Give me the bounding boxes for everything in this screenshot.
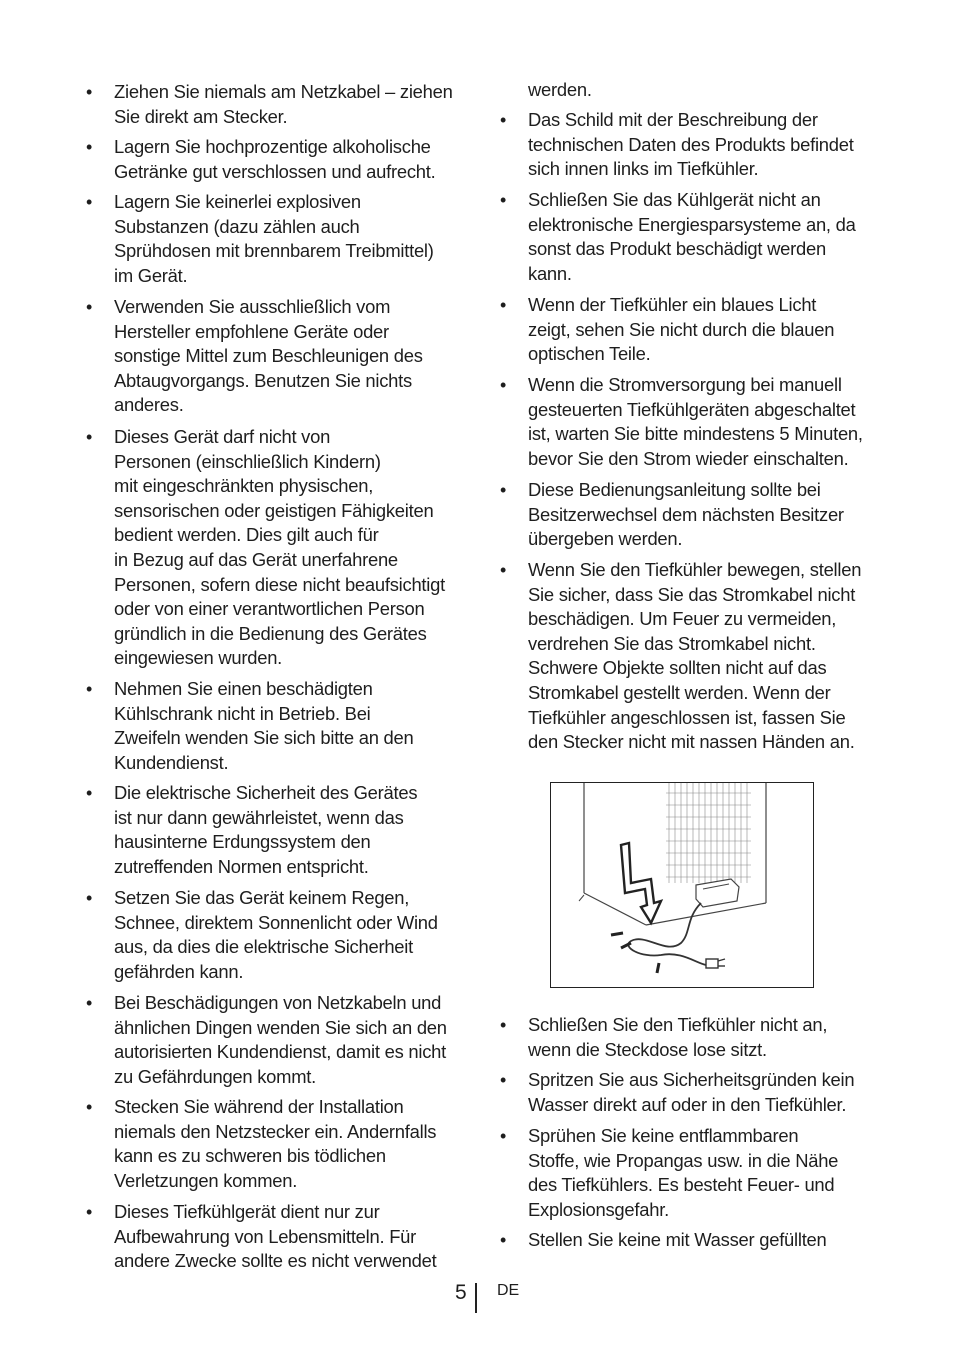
bullet: • [86, 82, 93, 102]
bullet: • [86, 137, 93, 157]
freezer-back-drawing [551, 783, 813, 987]
list-item: • Schließen Sie das Kühlgerät nicht an elektronische Energiesparsysteme an, da sonst das Produkt beschädigt werden kann. [500, 189, 856, 284]
list-item: • Wenn Sie den Tiefkühler bewegen, stellen Sie sicher, dass Sie das Stromkabel nicht beschädigen. Um Feuer zu vermeiden, verdrehen Sie das Stromkabel nicht. Schwere Objekte sollten nicht auf das Stromkabel gestellt werden. Wenn der Tiefkühler angeschlossen ist, fassen Sie den Stecker nicht mit nassen Händen an. [500, 559, 862, 753]
bullet: • [500, 1126, 507, 1146]
bullet: • [500, 560, 507, 580]
bullet: • [500, 375, 507, 395]
bullet: • [86, 427, 93, 447]
list-item: • Wenn die Stromversorgung bei manuell gesteuerten Tiefkühlgeräten abgeschaltet ist, warten Sie bitte mindestens 5 Minuten, bevor Sie den Strom wieder einschalten. [500, 374, 863, 469]
bullet: • [500, 1070, 507, 1090]
page-number: 5 [455, 1281, 467, 1304]
list-item: • Die elektrische Sicherheit des Gerätes ist nur dann gewährleistet, wenn das hausinterne Erdungssystem den zutreffenden Normen entspricht. [86, 782, 418, 877]
bullet: • [86, 1202, 93, 1222]
bullet: • [86, 297, 93, 317]
list-item: • Nehmen Sie einen beschädigten Kühlschrank nicht in Betrieb. Bei Zweifeln wenden Sie sich bitte an den Kundendienst. [86, 678, 414, 773]
list-item: • Verwenden Sie ausschließlich vom Hersteller empfohlene Geräte oder sonstige Mittel zum Beschleunigen des Abtaugvorgangs. Benutzen Sie nichts anderes. [86, 296, 423, 416]
power-cable [628, 903, 706, 965]
plug-icon [706, 959, 718, 968]
bullet: • [500, 190, 507, 210]
list-item: • Stellen Sie keine mit Wasser gefüllten [528, 1228, 880, 1253]
list-item: • Diese Bedienungsanleitung sollte bei Besitzerwechsel dem nächsten Besitzer übergeben werden. [500, 479, 844, 550]
list-item: • Dieses Tiefkühlgerät dient nur zur Aufbewahrung von Lebensmitteln. Für andere Zwecke sollte es nicht verwendet [86, 1201, 437, 1272]
list-item: • Lagern Sie hochprozentige alkoholische Getränke gut verschlossen und aufrecht. [86, 136, 436, 182]
bullet: • [500, 1230, 507, 1250]
bullet: • [500, 295, 507, 315]
list-item: • Spritzen Sie aus Sicherheitsgründen kein Wasser direkt auf oder in den Tiefkühler. [500, 1069, 855, 1115]
lightning-arrow-icon [621, 843, 661, 923]
continuation-text: werden. [528, 79, 592, 100]
bullet: • [86, 783, 93, 803]
list-item: • Wenn der Tiefkühler ein blaues Licht zeigt, sehen Sie nicht durch die blauen optischen Teile. [500, 294, 835, 365]
bullet: • [86, 1097, 93, 1117]
bullet: • [500, 1015, 507, 1035]
list-item: • Das Schild mit der Beschreibung der technischen Daten des Produkts befindet sich innen links im Tiefkühler. [500, 109, 854, 180]
bullet: • [86, 888, 93, 908]
bullet: • [86, 679, 93, 699]
bullet: • [500, 110, 507, 130]
language-code: DE [497, 1282, 520, 1299]
list-item: • Ziehen Sie niemals am Netzkabel – ziehen Sie direkt am Stecker. [86, 81, 453, 127]
footer-divider [475, 1283, 477, 1313]
list-item: • Stecken Sie während der Installation niemals den Netzstecker ein. Andernfalls kann es zu schweren bis tödlichen Verletzungen kommen. [86, 1096, 437, 1191]
list-item: • Schließen Sie den Tiefkühler nicht an, wenn die Steckdose lose sitzt. [500, 1014, 828, 1060]
list-item: • Dieses Gerät darf nicht von Personen (einschließlich Kindern) mit eingeschränkten physischen, sensorischen oder geistigen Fähigkeiten bedient werden. Dies gilt auch für in Bezug auf das Gerät unerfahrene Personen, sofern diese nicht beaufsichtigt oder von einer verantwortlichen Person gründlich in die Bedienung des Gerätes eingewiesen wurden. [86, 426, 445, 669]
list-item: • Setzen Sie das Gerät keinem Regen, Schnee, direktem Sonnenlicht oder Wind aus, da dies die elektrische Sicherheit gefährden kann. [86, 887, 438, 982]
bullet: • [86, 993, 93, 1013]
list-item: • Lagern Sie keinerlei explosiven Substanzen (dazu zählen auch Sprühdosen mit brennbarem Treibmittel) im Gerät. [86, 191, 434, 286]
freezer-cable-illustration [550, 782, 814, 988]
bullet: • [500, 480, 507, 500]
list-item: • Sprühen Sie keine entflammbaren Stoffe, wie Propangas usw. in die Nähe des Tiefkühlers. Es besteht Feuer- und Explosionsgefahr. [500, 1125, 839, 1220]
condenser-grid [666, 783, 751, 883]
list-item: • Bei Beschädigungen von Netzkabeln und ähnlichen Dingen wenden Sie sich an den autorisierten Kundendienst, damit es nicht zu Gefährdungen kommt. [86, 992, 447, 1087]
bullet: • [86, 192, 93, 212]
